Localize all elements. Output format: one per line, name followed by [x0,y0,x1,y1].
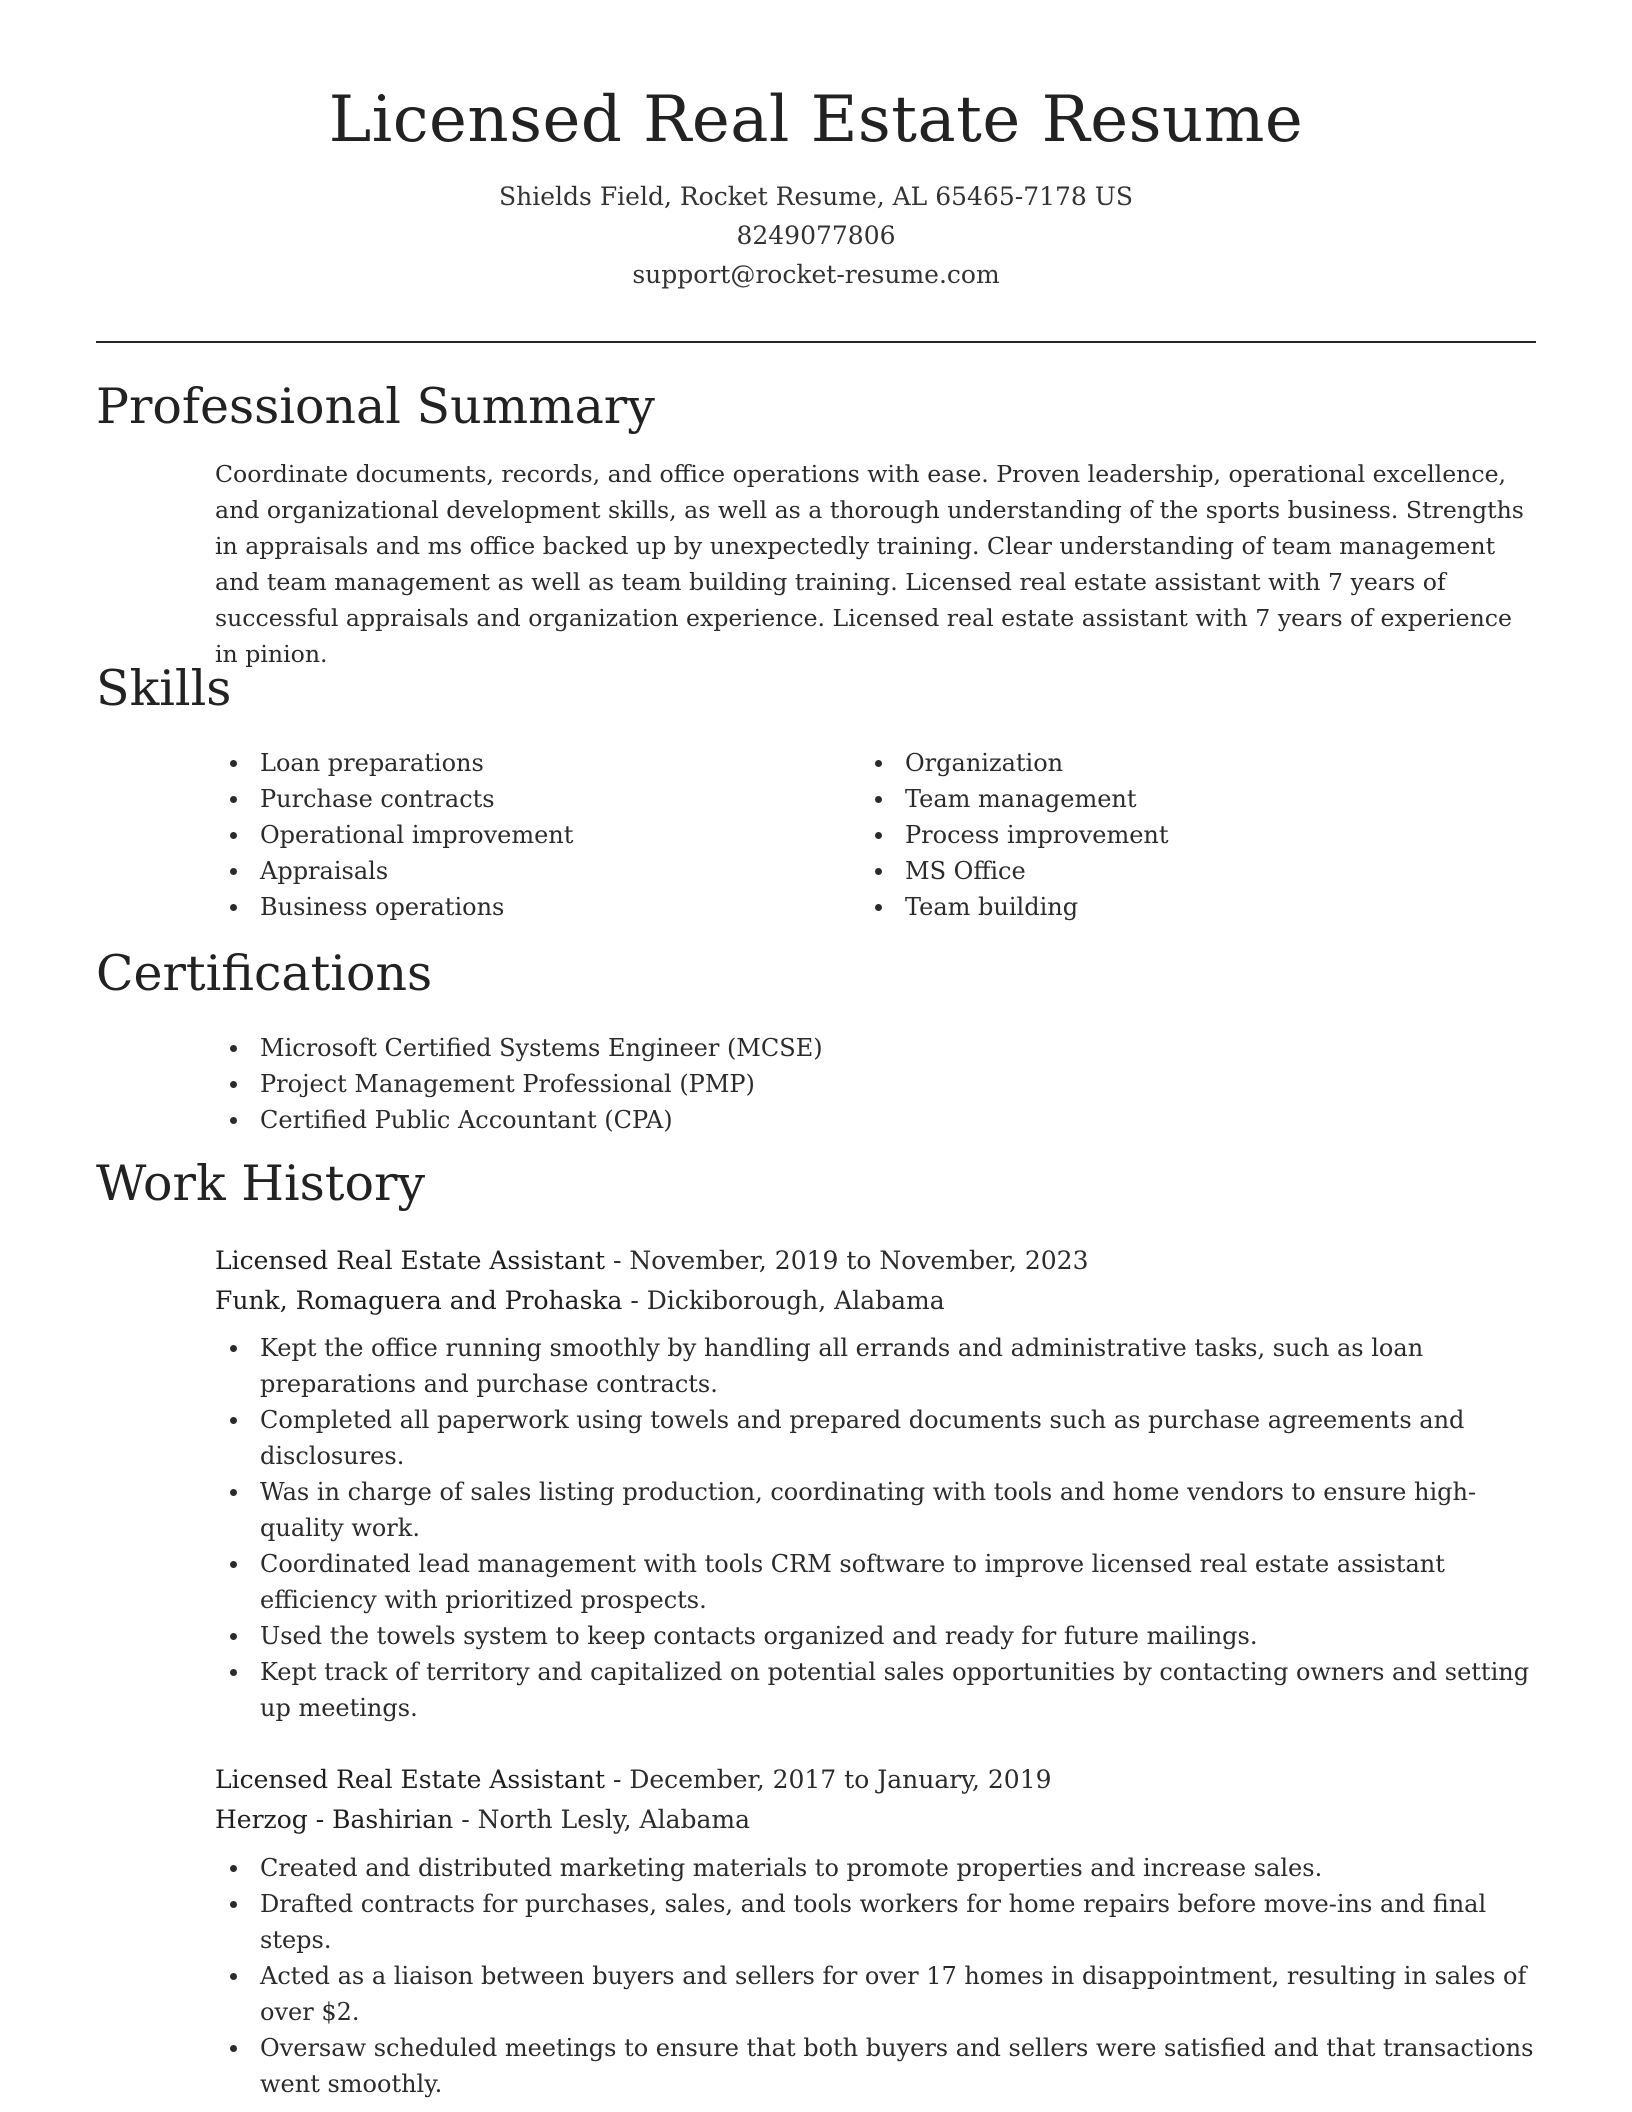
duty-item: Used the towels system to keep contacts organized and ready for future mailings. [215,1618,1540,1654]
job-location: - North Lesly, Alabama [461,1805,750,1834]
skill-item: Appraisals [215,853,815,889]
duty-item: Was in charge of sales listing production, coordinating with tools and home vendors to ensure high-quality work. [215,1474,1540,1546]
header-divider [96,341,1536,343]
job-location: - Dickiborough, Alabama [630,1286,945,1315]
summary-heading: Professional Summary [96,378,655,435]
certifications-heading: Certifications [96,945,433,1002]
skill-item: Organization [860,745,1500,781]
duty-item: Oversaw scheduled meetings to ensure that both buyers and sellers were satisfied and that transactions went smoothly. [215,2030,1540,2102]
skill-item: Loan preparations [215,745,815,781]
skills-list-right [860,745,1500,925]
skill-item: Process improvement [860,817,1500,853]
summary-paragraph: Coordinate documents, records, and office operations with ease. Proven leadership, operational excellence, and organizational development skills, as well as a thorough understanding of the sports business. Strengths in appraisals and ms office backed up by unexpectedly training. Clear understanding of team management and team management as well as team building training. Licensed real estate assistant with 7 years of successful appraisals and organization experience. Licensed real estate assistant with 7 years of experience in pinion. [215,460,1524,668]
resume-header [0,0,1632,294]
skill-item: Operational improvement [215,817,815,853]
contact-block [0,177,1632,294]
duty-item: Created and distributed marketing materials to promote properties and increase sales. [215,1850,1540,1886]
job-dates: - November, 2019 to November, 2023 [612,1246,1089,1275]
job-dates: - December, 2017 to January, 2019 [612,1765,1052,1794]
email-text: support@rocket-resume.com [632,259,1000,289]
job-duties [215,1850,1540,2102]
job-company-line [215,1281,1088,1321]
certification-item: Certified Public Accountant (CPA) [215,1102,1515,1138]
address-text: Shields Field, Rocket Resume, AL 65465-7178 US [499,181,1133,211]
job-duties [215,1330,1540,1726]
resume-title: Licensed Real Estate Resume [328,83,1304,157]
duty-item: Acted as a liaison between buyers and sellers for over 17 homes in disappointment, resulting in sales of over $2. [215,1958,1540,2030]
certifications-list [215,1030,1515,1138]
skill-item: Team building [860,889,1500,925]
duty-item: Completed all paperwork using towels and prepared documents such as purchase agreements and disclosures. [215,1402,1540,1474]
job-title: Licensed Real Estate Assistant [215,1246,605,1275]
job-header [215,1241,1088,1321]
certification-item: Project Management Professional (PMP) [215,1066,1515,1102]
skill-item: Team management [860,781,1500,817]
job-duties-list [215,1850,1540,2102]
work-history-heading: Work History [96,1155,426,1212]
skill-item: Business operations [215,889,815,925]
skills-list-left [215,745,815,925]
duty-item: Kept track of territory and capitalized on potential sales opportunities by contacting owners and setting up meetings. [215,1654,1540,1726]
certification-item: Microsoft Certified Systems Engineer (MCSE) [215,1030,1515,1066]
skill-item: Purchase contracts [215,781,815,817]
skills-heading: Skills [96,660,232,717]
duty-item: Kept the office running smoothly by handling all errands and administrative tasks, such as loan preparations and purchase contracts. [215,1330,1540,1402]
certifications-block [215,1030,1515,1138]
job-header [215,1760,1052,1840]
job-company-line [215,1800,1052,1840]
duty-item: Coordinated lead management with tools CRM software to improve licensed real estate assistant efficiency with prioritized prospects. [215,1546,1540,1618]
job-title-line [215,1241,1088,1281]
job-title: Licensed Real Estate Assistant [215,1765,605,1794]
skills-column-right [860,745,1500,925]
skill-item: MS Office [860,853,1500,889]
duty-item: Drafted contracts for purchases, sales, and tools workers for home repairs before move-ins and final steps. [215,1886,1540,1958]
phone-text: 8249077806 [736,220,896,250]
job-title-line [215,1760,1052,1800]
job-company: Herzog - Bashirian [215,1805,454,1834]
skills-column-left [215,745,815,925]
job-company: Funk, Romaguera and Prohaska [215,1286,623,1315]
job-duties-list [215,1330,1540,1726]
